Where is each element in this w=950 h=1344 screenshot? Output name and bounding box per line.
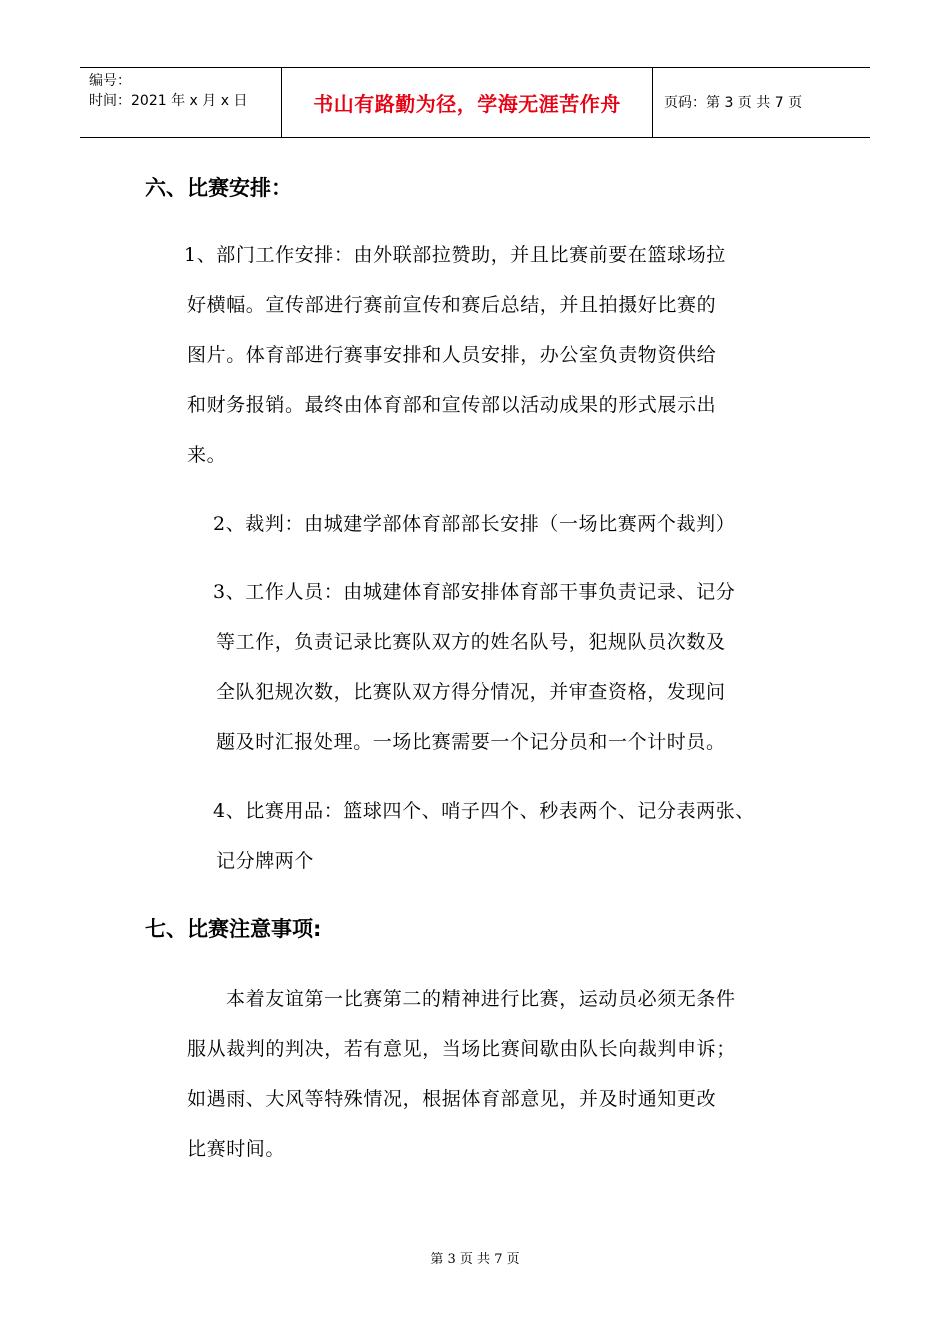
page-label: 页码：第 3 页 共 7 页: [664, 94, 803, 111]
page-footer: 第 3 页 共 7 页: [430, 1252, 520, 1267]
paragraph-line: 来。: [187, 444, 227, 466]
section-six-title: 六、比赛安排：: [145, 176, 292, 200]
paragraph-line: 好横幅。宣传部进行赛前宣传和赛后总结，并且拍摄好比赛的: [187, 294, 717, 316]
paragraph-line: 比赛时间。: [187, 1138, 286, 1160]
number-label: 编号：: [89, 73, 131, 89]
time-label: 时间：2021 年 x 月 x 日: [89, 93, 248, 109]
paragraph-line: 等工作，负责记录比赛队双方的姓名队号，犯规队员次数及: [216, 631, 726, 653]
paragraph-line: 1、部门工作安排：由外联部拉赞助，并且比赛前要在篮球场拉: [184, 244, 726, 266]
header-meta-cell: [80, 68, 282, 137]
paragraph-line: 4、比赛用品：篮球四个、哨子四个、秒表两个、记分表两张、: [213, 800, 755, 822]
paragraph-line: 如遇雨、大风等特殊情况，根据体育部意见，并及时通知更改: [187, 1088, 717, 1110]
paragraph-line: 本着友谊第一比赛第二的精神进行比赛，运动员必须无条件: [226, 988, 736, 1010]
document-header: [80, 67, 870, 138]
paragraph-line: 2、裁判：由城建学部体育部部长安排（一场比赛两个裁判）: [213, 513, 736, 535]
header-page-cell: [653, 68, 870, 137]
paragraph-line: 全队犯规次数，比赛队双方得分情况，并审查资格，发现问: [216, 681, 726, 703]
paragraph-line: 3、工作人员：由城建体育部安排体育部干事负责记录、记分: [213, 581, 736, 603]
header-motto-cell: [282, 68, 653, 137]
paragraph-line: 记分牌两个: [216, 850, 315, 872]
paragraph-line: 服从裁判的判决，若有意见，当场比赛间歇由队长向裁判申诉；: [187, 1038, 736, 1060]
section-seven-title: 七、比赛注意事项:: [145, 917, 322, 941]
paragraph-line: 题及时汇报处理。一场比赛需要一个记分员和一个计时员。: [216, 731, 726, 753]
paragraph-line: 图片。体育部进行赛事安排和人员安排，办公室负责物资供给: [187, 344, 717, 366]
motto-text: 书山有路勤为径，学海无涯苦作舟: [313, 92, 621, 116]
paragraph-line: 和财务报销。最终由体育部和宣传部以活动成果的形式展示出: [187, 394, 717, 416]
